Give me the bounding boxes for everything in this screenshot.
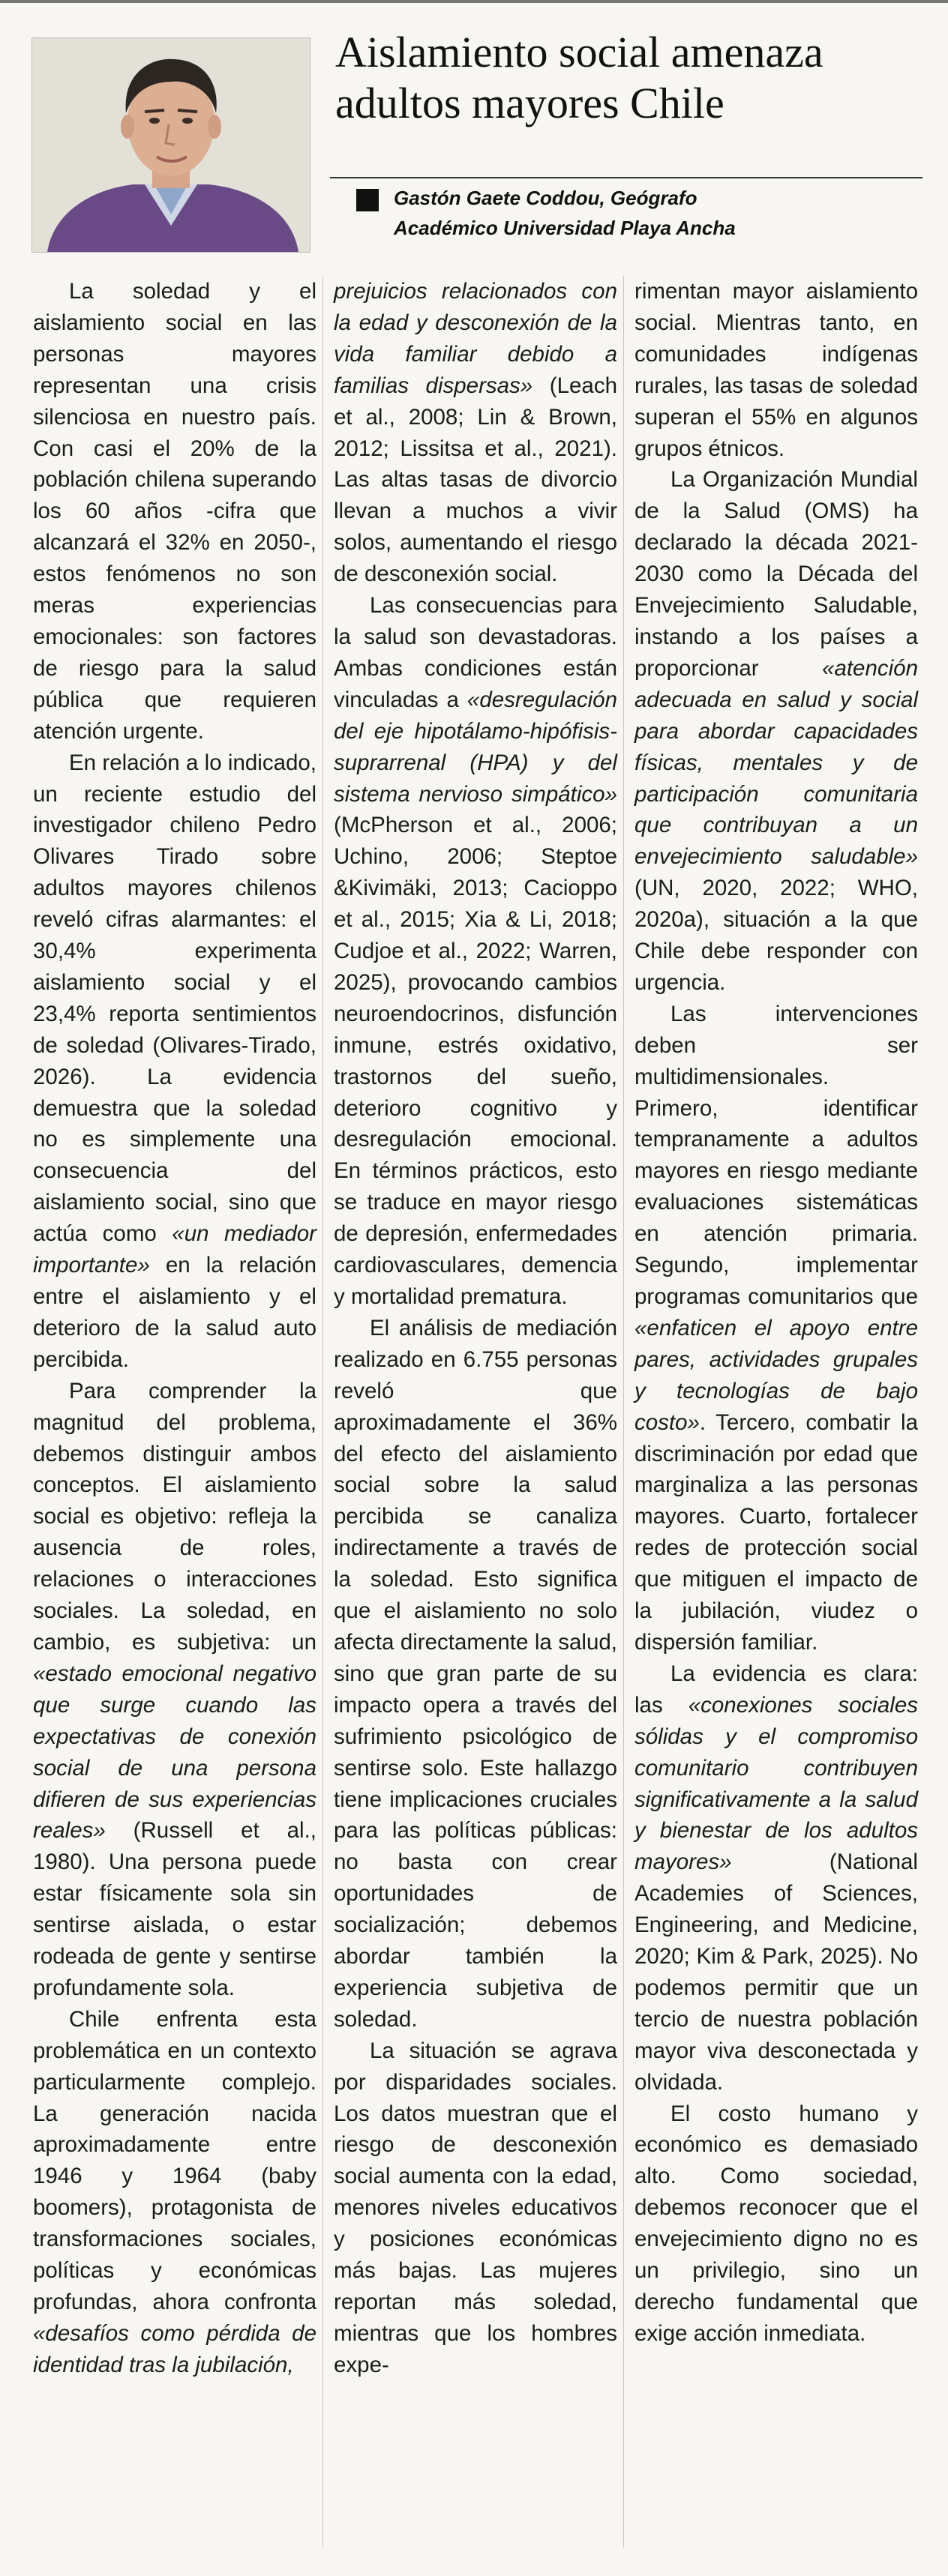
title-rule (330, 177, 922, 178)
paragraph-text: La Organización Mundial de la Salud (OMS) ha declarado la década 2021-2030 como la Década del Envejecimiento Saludable, instando a los países a proporcionar (634, 467, 918, 681)
article-paragraph (634, 276, 918, 464)
article-paragraph (33, 1376, 316, 2004)
author-portrait-image (32, 38, 310, 252)
top-rule (0, 0, 948, 3)
author-photo (32, 37, 310, 253)
article-paragraph (634, 2098, 918, 2350)
byline (394, 183, 919, 243)
article-paragraph (634, 1658, 918, 2098)
article-column-3 (634, 276, 918, 2350)
quoted-text: «atención adecuada en salud y social para abordar capacidades físicas, mentales y de participación comunitaria que contribuyan a un envejecimiento saludable» (634, 655, 918, 870)
article-paragraph (634, 999, 918, 1658)
paragraph-text: Chile enfrenta esta problemática en un contexto particularmente complejo. La generación nacida aproximadamente entre 1946 y 1964 (baby boomers), protagonista de transformaciones sociales, políticas y económicas profundas, ahora confronta (33, 2006, 316, 2314)
author-affiliation: Académico Universidad Playa Ancha (394, 217, 736, 239)
quoted-text: «un mediador importante» (33, 1221, 316, 1278)
quoted-text: «estado emocional negativo que surge cuando las expectativas de conexión social de una persona difieren de sus experiencias reales» (33, 1661, 316, 1844)
article-paragraph (33, 2004, 316, 2381)
article-title: Aislamiento social amenaza adultos mayores Chile (335, 28, 824, 127)
paragraph-text: Las consecuencias para la salud son devastadoras. Ambas condiciones están vinculadas a (334, 593, 617, 712)
article-column-1 (33, 276, 316, 2381)
quoted-text: «desregulación del eje hipotálamo-hipófisis-suprarrenal (HPA) y del sistema nervioso simpático» (334, 687, 617, 807)
quoted-text: «enfaticen el apoyo entre pares, actividades grupales y tecnologías de bajo costo» (634, 1315, 918, 1435)
article-paragraph (334, 2035, 617, 2381)
paragraph-text: Las intervenciones deben ser multidimensionales. Primero, identificar tempranamente a adultos mayores en riesgo mediante evaluaciones sistemáticas en atención primaria. Segundo, implementar programas comunitarios que (634, 1001, 918, 1309)
article-paragraph (33, 276, 316, 747)
column-separator (623, 276, 624, 2548)
article-paragraph (634, 464, 918, 998)
paragraph-text: (Leach et al., 2008; Lin & Brown, 2012; Lissitsa et al., 2021). Las altas tasas de divorcio llevan a muchos a vivir solos, aumentando el riesgo de desconexión social. (334, 373, 617, 587)
article-paragraph (334, 590, 617, 1313)
author-name: Gastón Gaete Coddou, Geógrafo (394, 187, 698, 209)
paragraph-text: La evidencia es clara: las (634, 1661, 918, 1718)
byline-square-marker (356, 189, 379, 211)
paragraph-text: (UN, 2020, 2022; WHO, 2020a), situación a la que Chile debe responder con urgencia. (634, 876, 918, 995)
article-paragraph (334, 1313, 617, 2035)
paragraph-text: (Russell et al., 1980). Una persona puede estar físicamente sola sin sentirse aislada, o estar rodeada de gente y sentirse profundamente sola. (33, 1818, 316, 2000)
paragraph-text: Para comprender la magnitud del problema, debemos distinguir ambos conceptos. El aislamiento social es objetivo: refleja la ausencia de roles, relaciones o interacciones sociales. La soledad, en cambio, es subjetiva: un (33, 1378, 316, 1655)
paragraph-text: en la relación entre el aislamiento y el deterioro de la salud auto percibida. (33, 1253, 316, 1372)
paragraph-text: (McPherson et al., 2006; Uchino, 2006; Steptoe &Kivimäki, 2013; Cacioppo et al., 2015; Xia & Li, 2018; Cudjoe et al., 2022; Warren, 2025), provocando cambios neuroendocrinos, disfunción inmune, estrés oxidativo, trastornos del sueño, deterioro cognitivo y desregulación emocional. En términos prácticos, esto se traduce en mayor riesgo de depresión, enfermedades cardiovasculares, demencia y mortalidad prematura. (334, 813, 617, 1309)
article-paragraph (33, 747, 316, 1376)
paragraph-text: . Tercero, combatir la discriminación por edad que marginaliza a las personas mayores. Cuarto, fortalecer redes de protección social que mitiguen el impacto de la jubilación, viudez o dispersión familiar. (634, 1409, 918, 1655)
quoted-text: «desafíos como pérdida de identidad tras la jubilación, (33, 2320, 316, 2377)
column-separator (322, 276, 323, 2548)
paragraph-text: La situación se agrava por disparidades sociales. Los datos muestran que el riesgo de desconexión social aumenta con la edad, menores niveles educativos y posiciones económicas más bajas. Las mujeres reportan más soledad, mientras que los hombres expe- (334, 2038, 617, 2377)
quoted-text: prejuicios relacionados con la edad y desconexión de la vida familiar debido a familias dispersas» (334, 279, 617, 398)
paragraph-text: La soledad y el aislamiento social en las personas mayores representan una crisis silenciosa en nuestro país. Con casi el 20% de la población chilena superando los 60 años -cifra que alcanzará el 32% en 2050-, estos fenómenos no son meras experiencias emocionales: son factores de riesgo para la salud pública que requieren atención urgente. (33, 279, 316, 744)
quoted-text: «conexiones sociales sólidas y el compromiso comunitario contribuyen significativamente a la salud y bienestar de los adultos mayores» (634, 1692, 918, 1875)
paragraph-text: (National Academies of Sciences, Engineering, and Medicine, 2020; Kim & Park, 2025). No podemos permitir que un tercio de nuestra población mayor viva desconectada y olvidada. (634, 1850, 918, 2095)
paragraph-text: El costo humano y económico es demasiado alto. Como sociedad, debemos reconocer que el envejecimiento digno no es un privilegio, sino un derecho fundamental que exige acción inmediata. (634, 2101, 918, 2346)
article-paragraph (334, 276, 617, 590)
paragraph-text: En relación a lo indicado, un reciente estudio del investigador chileno Pedro Olivares Tirado sobre adultos mayores chilenos reveló cifras alarmantes: el 30,4% experimenta aislamiento social y el 23,4% reporta sentimientos de soledad (Olivares-Tirado, 2026). La evidencia demuestra que la soledad no es simplemente una consecuencia del aislamiento social, sino que actúa como (33, 750, 316, 1247)
paragraph-text: rimentan mayor aislamiento social. Mientras tanto, en comunidades indígenas rurales, las tasas de soledad superan el 55% en algunos grupos étnicos. (634, 279, 918, 461)
paragraph-text: El análisis de mediación realizado en 6.755 personas reveló que aproximadamente el 36% del efecto del aislamiento social sobre la salud percibida se canaliza indirectamente a través de la soledad. Esto significa que el aislamiento no solo afecta directamente la salud, sino que gran parte de su impacto opera a través del sufrimiento psicológico de sentirse solo. Este hallazgo tiene implicaciones cruciales para las políticas públicas: no basta con crear oportunidades de socialización; debemos abordar también la experiencia subjetiva de soledad. (334, 1315, 617, 2032)
article-column-2 (334, 276, 617, 2381)
